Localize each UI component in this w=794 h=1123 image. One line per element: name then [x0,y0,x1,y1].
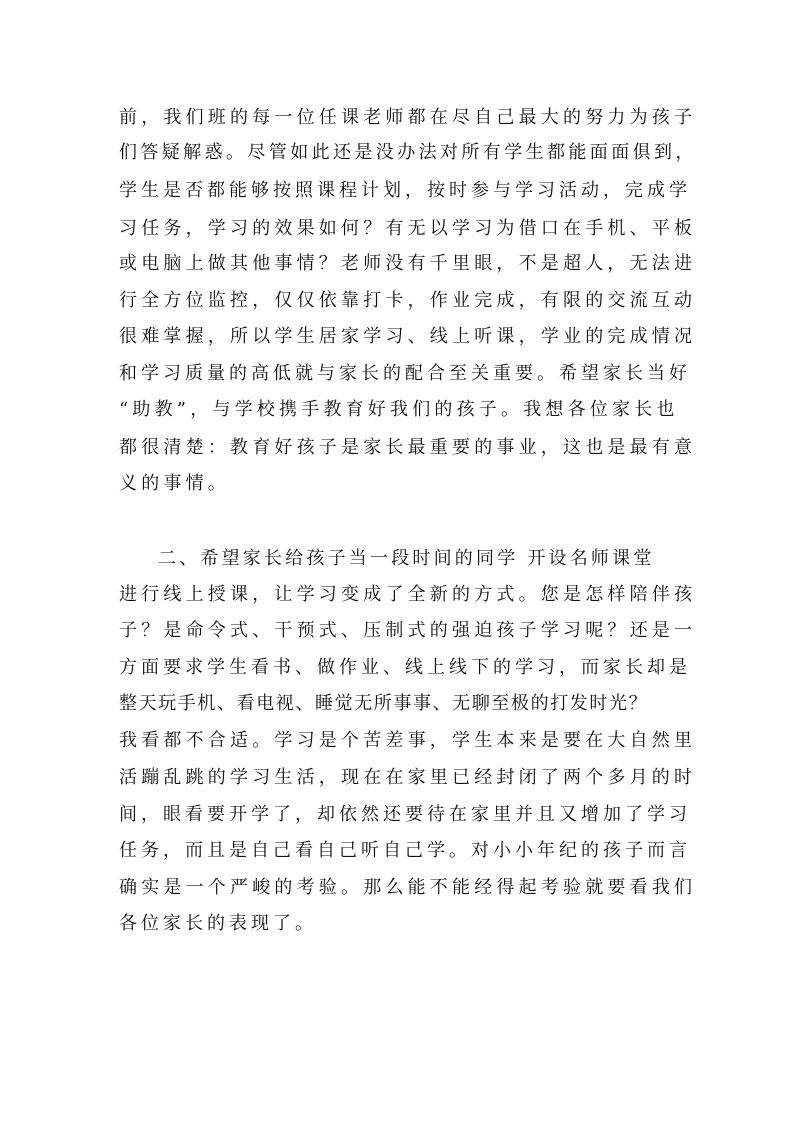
paragraph-line: 任务，而且是自己看自己听自己学。对小小年纪的孩子而言 [119,840,691,861]
paragraph-line: 方面要求学生看书、做作业、线上线下的学习，而家长却是 [119,657,691,678]
paragraph-line: 间，眼看要开学了，却依然还要待在家里并且又增加了学习 [119,804,691,825]
paragraph-line: “助教”，与学校携手教育好我们的孩子。我想各位家长也 [119,399,679,420]
paragraph-line: 前，我们班的每一位任课老师都在尽自己最大的努力为孩子 [119,107,697,128]
paragraph-line: 都很清楚：教育好孩子是家长最重要的事业，这也是最有意 [119,437,697,458]
paragraph-line: 们答疑解惑。尽管如此还是没办法对所有学生都能面面俱到， [119,142,697,163]
paragraph-line: 习任务，学习的效果如何？有无以学习为借口在手机、平板 [119,218,697,239]
paragraph-line: 学生是否都能够按照课程计划，按时参与学习活动，完成学 [119,180,691,201]
paragraph-line: 或电脑上做其他事情？老师没有千里眼，不是超人，无法进 [119,253,697,274]
paragraph-line: 整天玩手机、看电视、睡觉无所事事、无聊至极的打发时光？ [119,693,649,714]
paragraph-line: 很难掌握，所以学生居家学习、线上听课，学业的完成情况 [119,326,697,347]
section-heading-line: 二、希望家长给孩子当一段时间的同学 开设名师课堂 [158,548,655,569]
paragraph-line: 我看都不合适。学习是个苦差事，学生本来是要在大自然里 [119,730,697,751]
paragraph-line: 活蹦乱跳的学习生活，现在在家里已经封闭了两个多月的时 [119,767,697,788]
paragraph-line: 和学习质量的高低就与家长的配合至关重要。希望家长当好 [119,363,691,384]
paragraph-line: 确实是一个严峻的考验。那么能不能经得起考验就要看我们 [119,877,697,898]
paragraph-line: 行全方位监控，仅仅依靠打卡，作业完成，有限的交流互动 [119,290,697,311]
paragraph-line: 子？是命令式、干预式、压制式的强迫孩子学习呢？还是一 [119,620,697,641]
paragraph-line: 进行线上授课，让学习变成了全新的方式。您是怎样陪伴孩 [119,584,697,605]
paragraph-line: 义的事情。 [119,473,230,494]
paragraph-line: 各位家长的表现了。 [119,913,317,934]
